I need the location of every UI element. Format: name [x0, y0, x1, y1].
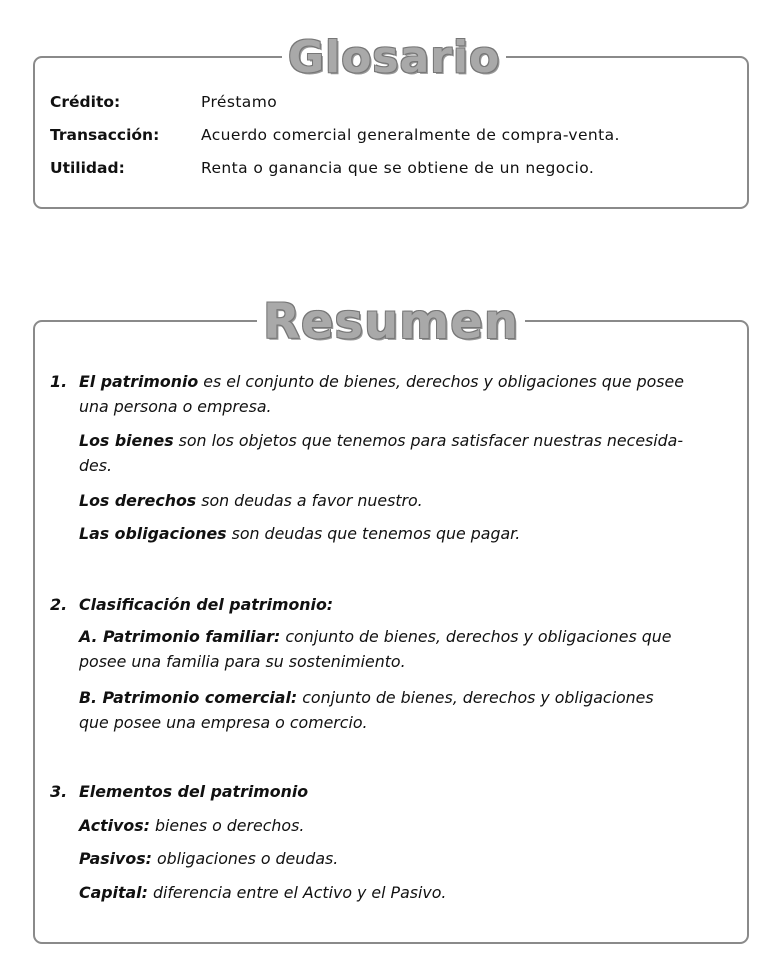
capital-line: [79, 882, 446, 904]
definition-text: conjunto de bienes, derechos y obligaciones que: [280, 627, 672, 646]
activos-line: [79, 815, 304, 837]
bold-term: Los derechos: [79, 491, 197, 510]
definition-text: obligaciones o deudas.: [151, 849, 339, 868]
bold-term: Activos:: [79, 816, 150, 835]
definition-text: es el conjunto de bienes, derechos y obligaciones que posee: [198, 372, 684, 391]
item-number: 3.: [50, 782, 68, 801]
bold-term: Capital:: [79, 883, 148, 902]
patrimonio-definition-line: [79, 371, 684, 393]
item-heading: [79, 594, 333, 616]
glosario-definition: Acuerdo comercial generalmente de compra-venta.: [201, 126, 620, 144]
continuation-line: posee una familia para su sostenimiento.: [79, 652, 406, 671]
bold-term: Pasivos:: [79, 849, 152, 868]
glosario-title: Glosario: [282, 36, 506, 80]
definition-text: son deudas que tenemos que pagar.: [226, 524, 521, 543]
glosario-term: Crédito:: [50, 93, 121, 111]
glosario-definition: Préstamo: [201, 93, 278, 111]
derechos-definition-line: [79, 490, 423, 512]
bold-term: A. Patrimonio familiar:: [79, 627, 281, 646]
bold-term: El patrimonio: [79, 372, 199, 391]
bienes-definition-line: [79, 430, 683, 452]
definition-text: son los objetos que tenemos para satisfacer nuestras necesida-: [173, 431, 684, 450]
patrimonio-comercial-line: [79, 687, 654, 709]
item-heading: [79, 781, 308, 803]
heading-text: Elementos del patrimonio: [79, 782, 309, 801]
bold-term: Las obligaciones: [79, 524, 227, 543]
definition-text: diferencia entre el Activo y el Pasivo.: [147, 883, 447, 902]
glosario-definition: Renta o ganancia que se obtiene de un negocio.: [201, 159, 595, 177]
heading-text: Clasificación del patrimonio:: [79, 595, 334, 614]
bold-term: Los bienes: [79, 431, 174, 450]
continuation-line: que posee una empresa o comercio.: [79, 713, 368, 732]
continuation-line: des.: [79, 456, 112, 475]
bold-term: B. Patrimonio comercial:: [79, 688, 298, 707]
pasivos-line: [79, 848, 338, 870]
definition-text: son deudas a favor nuestro.: [196, 491, 423, 510]
resumen-title: Resumen: [257, 298, 525, 346]
obligaciones-definition-line: [79, 523, 520, 545]
definition-text: bienes o derechos.: [149, 816, 305, 835]
definition-text: conjunto de bienes, derechos y obligaciones: [297, 688, 654, 707]
continuation-line: una persona o empresa.: [79, 397, 272, 416]
glosario-term: Transacción:: [50, 126, 160, 144]
item-number: 2.: [50, 595, 68, 614]
glosario-term: Utilidad:: [50, 159, 125, 177]
item-number: 1.: [50, 372, 68, 391]
patrimonio-familiar-line: [79, 626, 672, 648]
